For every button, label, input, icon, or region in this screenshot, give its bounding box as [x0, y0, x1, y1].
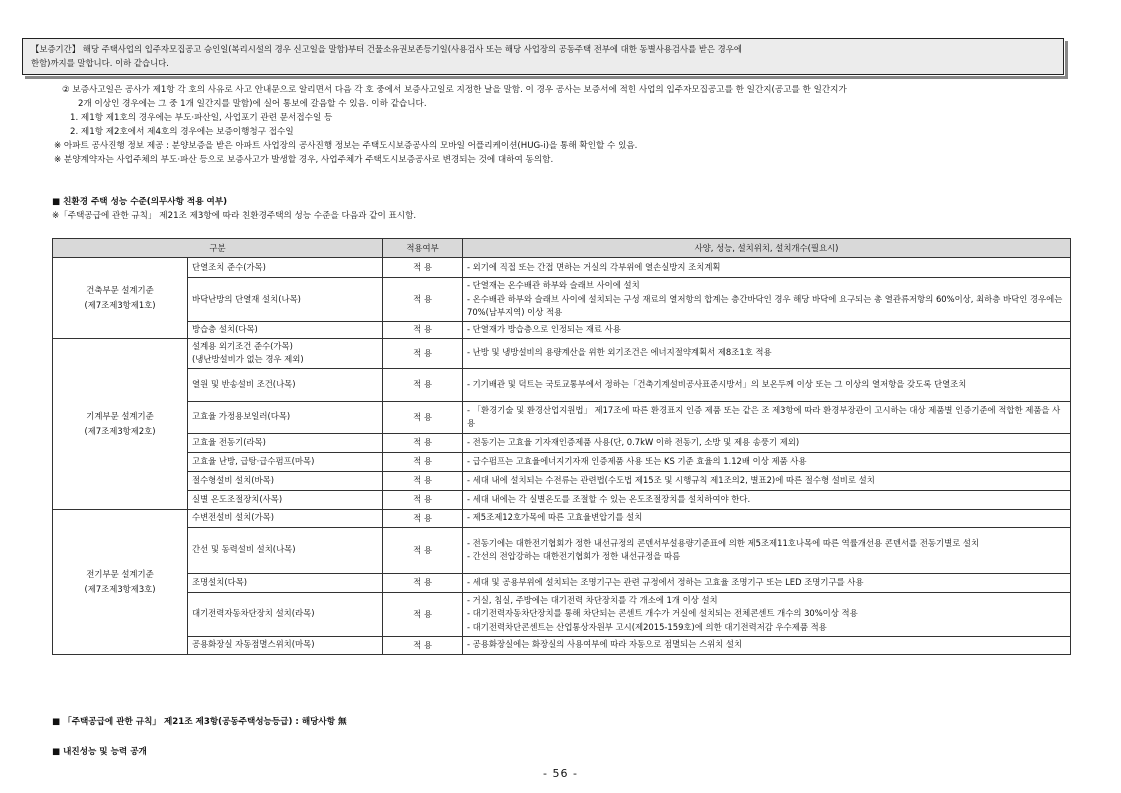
table-row — [53, 527, 1071, 573]
table-row — [53, 338, 1071, 368]
applied-cell: 적 용 — [383, 527, 463, 573]
spec-text: - 대기전력자동차단장치를 통해 차단되는 콘센트 개수가 거실에 설치되는 전체콘센트 개수의 30%이상 적용 — [467, 608, 858, 619]
item-cell — [188, 338, 383, 368]
note-item-2-line-1: ② 보증사고일은 공사가 제1항 각 호의 사유로 사고 안내문으로 알리면서 다음 각 호 중에서 보증사고일로 지정한 날을 말함. 이 경우 공사는 보증서에 적힌 사업의 입주자모집공고를 한 일간지(공고를 한 일간지가 — [62, 85, 847, 95]
table-row — [53, 592, 1071, 636]
category-cell — [53, 258, 188, 339]
category-text: 기계부문 설계기준 — [86, 410, 154, 421]
note-item-2-line-2: 2개 이상인 경우에는 그 중 1개 일간지를 말함)에 실어 통보에 갈음할 수 있음. 이하 같습니다. — [78, 99, 427, 109]
spec-text: - 난방 및 냉방설비의 용량계산을 위한 외기조건은 에너지절약계획서 제8조1호 적용 — [467, 347, 772, 358]
applied-cell: 적 용 — [383, 471, 463, 490]
spec-text: - 전동기는 고효율 기자재인증제품 사용(단, 0.7kW 이하 전동기, 소방 및 제용 송풍기 제외) — [467, 436, 800, 447]
spec-text: - 전동기에는 대한전기협회가 정한 내선규정의 콘덴서부설용량기준표에 의한 제5조제11호나목에 따른 역률개선용 콘덴서를 전동기별로 설치 — [467, 537, 980, 548]
item-cell — [188, 471, 383, 490]
spec-text: - 거실, 침실, 주방에는 대기전력 차단장치를 각 개소에 1개 이상 설치 — [467, 594, 718, 605]
table-row — [53, 490, 1071, 509]
item-text: 수변전설비 설치(가목) — [192, 512, 275, 523]
guarantee-period-line-2: 한함)까지를 말합니다. 이하 같습니다. — [31, 58, 169, 68]
document-page — [52, 0, 1072, 793]
header-spec: 사양, 성능, 설치위치, 설치개수(필요시) — [463, 239, 1071, 258]
spec-text: - 대기전력차단콘센트는 산업통상자원부 고시(제2015-159호)에 의한 대기전력저감 우수제품 적용 — [467, 621, 827, 632]
table-row — [53, 368, 1071, 401]
item-text: 방습층 설치(다목) — [192, 323, 258, 334]
eco-section — [52, 195, 1092, 223]
spec-cell — [463, 368, 1071, 401]
note-buyer-consent: ※ 분양계약자는 사업주체의 부도·파산 등으로 보증사고가 발생할 경우, 사업주체가 주택도시보증공사로 변경되는 것에 대하여 동의함. — [54, 155, 554, 165]
applied-cell: 적 용 — [383, 258, 463, 278]
applied-cell: 적 용 — [383, 490, 463, 509]
spec-text: - 기기배관 및 덕트는 국토교통부에서 정하는「건축기계설비공사표준시방서」의 보온두께 이상 또는 그 이상의 열저항을 갖도록 단열조치 — [467, 378, 967, 389]
category-cell — [53, 509, 188, 654]
item-text: 설계용 외기조건 준수(가목) — [192, 340, 293, 351]
item-cell — [188, 401, 383, 433]
category-cell — [53, 338, 188, 509]
spec-cell — [463, 636, 1071, 654]
header-category: 구분 — [53, 239, 383, 258]
spec-cell — [463, 527, 1071, 573]
notes-block — [52, 83, 1092, 167]
spec-text: - 외기에 직접 또는 간접 면하는 거실의 각부위에 열손실방지 조치계획 — [467, 261, 721, 272]
spec-text: - 단열재가 방습층으로 인정되는 재료 사용 — [467, 323, 621, 334]
applied-cell: 적 용 — [383, 278, 463, 322]
spec-text: - 세대 내에 설치되는 수전류는 관련법(수도법 제15조 및 시행규칙 제1조의2, 별표2)에 따른 절수형 설비로 설치 — [467, 474, 875, 485]
seismic-section-heading: ■ 내진성능 및 능력 공개 — [52, 747, 147, 757]
item-text: (냉난방설비가 없는 경우 제외) — [192, 354, 304, 364]
table-row — [53, 452, 1071, 471]
table-row — [53, 573, 1071, 592]
table-row — [53, 321, 1071, 338]
item-cell — [188, 527, 383, 573]
applied-cell: 적 용 — [383, 592, 463, 636]
table-body — [53, 258, 1071, 655]
item-cell — [188, 452, 383, 471]
item-cell — [188, 368, 383, 401]
item-text: 바닥난방의 단열재 설치(나목) — [192, 293, 301, 304]
spec-text: - 「환경기술 및 환경산업지원법」 제17조에 따른 환경표지 인증 제품 또는 같은 조 제3항에 따라 환경부장관이 고시하는 대상 제품별 인증기준에 적합한 제품을 사용 — [467, 404, 1061, 428]
spec-text: - 온수배관 하부와 슬래브 사이에 설치되는 구성 재료의 열저항의 합계는 층간바닥인 경우 해당 바닥에 요구되는 총 열관류저항의 60%이상, 최하층 바닥인 경우에는 70%(남부지역) 이상 적용 — [467, 293, 1063, 317]
applied-cell: 적 용 — [383, 433, 463, 452]
item-cell — [188, 258, 383, 278]
item-text: 고효율 가정용보일러(다목) — [192, 411, 291, 422]
guarantee-period-line-1: 【보증기간】 해당 주택사업의 입주자모집공고 승인일(복리시설의 경우 신고일을 말함)부터 건물소유권보존등기일(사용검사 또는 해당 사업장의 공동주택 전부에 대한 동별사용검사를 받은 경우에 — [31, 44, 742, 54]
inner-section — [52, 745, 1092, 759]
item-cell — [188, 321, 383, 338]
item-text: 열원 및 반송설비 조건(나목) — [192, 378, 296, 389]
applied-cell: 적 용 — [383, 321, 463, 338]
item-cell — [188, 490, 383, 509]
spec-cell — [463, 321, 1071, 338]
spec-text: - 급수펌프는 고효율에너지기자재 인증제품 사용 또는 KS 기준 효율의 1.12배 이상 제품 사용 — [467, 455, 807, 466]
item-cell — [188, 592, 383, 636]
spec-cell — [463, 592, 1071, 636]
table-row — [53, 471, 1071, 490]
item-text: 조명설치(다목) — [192, 576, 248, 587]
item-cell — [188, 573, 383, 592]
note-apartment-progress: ※ 아파트 공사진행 정보 제공 : 분양보증을 받은 아파트 사업장의 공사진행 정보는 주택도시보증공사의 모바일 어플리케이션(HUG-i)을 통해 확인할 수 있음. — [54, 141, 638, 151]
table-row — [53, 401, 1071, 433]
spec-cell — [463, 490, 1071, 509]
spec-text: - 공용화장실에는 화장실의 사용여부에 따라 자동으로 점멸되는 스위치 설치 — [467, 639, 743, 650]
item-text: 고효율 전동기(라목) — [192, 436, 266, 447]
spec-text: - 세대 내에는 각 실별온도를 조절할 수 있는 온도조절장치를 설치하여야 한다. — [467, 493, 751, 504]
note-sub-1: 1. 제1항 제1호의 경우에는 부도·파산일, 사업포기 관련 문서접수일 등 — [70, 113, 333, 123]
page-number: - 56 - — [543, 767, 578, 780]
spec-cell — [463, 471, 1071, 490]
item-cell — [188, 509, 383, 527]
spec-text: - 세대 및 공용부위에 설치되는 조명기구는 관련 규정에서 정하는 고효율 조명기구 또는 LED 조명기구를 사용 — [467, 576, 864, 587]
spec-cell — [463, 258, 1071, 278]
eco-performance-table — [52, 238, 1071, 655]
eco-section-heading: ■ 친환경 주택 성능 수준(의무사항 적용 여부) — [52, 197, 228, 207]
table-row — [53, 636, 1071, 654]
note-sub-2: 2. 제1항 제2호에서 제4호의 경우에는 보증이행청구 접수일 — [70, 127, 294, 137]
table-row — [53, 433, 1071, 452]
item-text: 고효율 난방, 급탕·급수펌프(마목) — [192, 455, 315, 466]
spec-cell — [463, 338, 1071, 368]
applied-cell: 적 용 — [383, 368, 463, 401]
item-text: 절수형설비 설치(바목) — [192, 474, 275, 485]
table-row — [53, 509, 1071, 527]
applied-cell: 적 용 — [383, 636, 463, 654]
eco-section-note: ※「주택공급에 관한 규칙」 제21조 제3항에 따라 친환경주택의 성능 수준을 다음과 같이 표시함. — [52, 211, 417, 221]
rule-section — [52, 715, 1092, 729]
spec-cell — [463, 433, 1071, 452]
spec-text: - 단열재는 온수배관 하부와 슬래브 사이에 설치 — [467, 280, 640, 290]
category-text: (제7조제3항제3호) — [84, 583, 156, 594]
applied-cell: 적 용 — [383, 452, 463, 471]
spec-text: - 간선의 전압강하는 대한전기협회가 정한 내선규정을 따름 — [467, 551, 681, 561]
spec-cell — [463, 401, 1071, 433]
category-text: 전기부문 설계기준 — [86, 568, 154, 579]
spec-cell — [463, 278, 1071, 322]
item-cell — [188, 636, 383, 654]
spec-cell — [463, 452, 1071, 471]
applied-cell: 적 용 — [383, 401, 463, 433]
category-text: (제7조제3항제1호) — [84, 299, 156, 310]
table-row — [53, 258, 1071, 278]
spec-text: - 제5조제12호가목에 따른 고효율변압기를 설치 — [467, 512, 643, 523]
rule-section-heading: ■ 「주택공급에 관한 규칙」 제21조 제3항(공동주택성능등급) : 해당사항 無 — [52, 717, 347, 727]
applied-cell: 적 용 — [383, 509, 463, 527]
category-text: 건축부문 설계기준 — [86, 284, 154, 295]
item-text: 대기전력자동차단장치 설치(라목) — [192, 608, 315, 619]
item-cell — [188, 433, 383, 452]
header-applied: 적용여부 — [383, 239, 463, 258]
item-text: 공용화장실 자동점멸스위치(마목) — [192, 639, 315, 650]
table-row — [53, 278, 1071, 322]
spec-cell — [463, 509, 1071, 527]
item-text: 단열조치 준수(가목) — [192, 261, 266, 272]
spec-cell — [463, 573, 1071, 592]
item-cell — [188, 278, 383, 322]
item-text: 실별 온도조절장치(사목) — [192, 493, 283, 504]
category-text: (제7조제3항제2호) — [84, 425, 156, 436]
applied-cell: 적 용 — [383, 573, 463, 592]
table-header-row — [53, 239, 1071, 258]
applied-cell: 적 용 — [383, 338, 463, 368]
item-text: 간선 및 동력설비 설치(나목) — [192, 544, 296, 555]
